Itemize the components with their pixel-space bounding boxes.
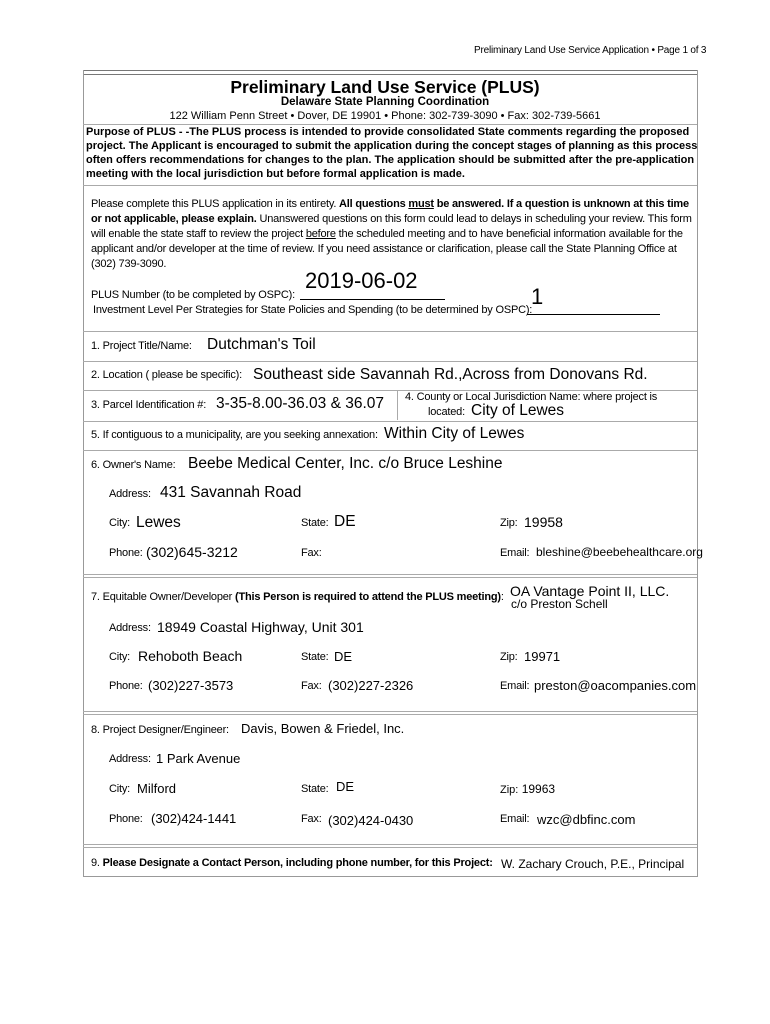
owner-address-label: Address: (109, 488, 151, 500)
owner-city-value[interactable]: Lewes (136, 514, 181, 531)
instr-text: Unanswered questions on this form could lead to delays in scheduling your review. This form (256, 213, 692, 225)
project-title-value[interactable]: Dutchman's Toil (207, 336, 316, 353)
q9-label (91, 857, 493, 869)
q7-label (91, 591, 504, 603)
developer-city-label: City: (109, 651, 131, 663)
investment-level-underline (527, 314, 660, 315)
engineer-email-label: Email: (500, 813, 530, 825)
owner-email-label: Email: (500, 547, 530, 559)
plus-number-label: PLUS Number (to be completed by OSPC): (91, 289, 295, 301)
plus-number-value[interactable]: 2019-06-02 (305, 268, 418, 293)
purpose-line-2: project. The Applicant is encouraged to submit the application during the concept stages of planning as this process (86, 140, 698, 152)
developer-email-label: Email: (500, 680, 530, 692)
q8-label: 8. Project Designer/Engineer: (91, 724, 229, 736)
divider (83, 577, 697, 578)
office-address: 122 William Penn Street • Dover, DE 19901 • Phone: 302-739-3090 • Fax: 302-739-5661 (169, 110, 601, 122)
divider (83, 331, 697, 332)
instr-bold: be answered. If a question is unknown at this time (433, 198, 689, 210)
instr-bold: All questions (339, 198, 409, 210)
owner-address-value[interactable]: 431 Savannah Road (160, 484, 302, 501)
contact-person-value[interactable]: W. Zachary Crouch, P.E., Principal (501, 857, 685, 871)
engineer-email-value[interactable]: wzc@dbfinc.com (537, 812, 636, 827)
engineer-zip-label: Zip: (500, 784, 519, 796)
divider (83, 847, 697, 848)
form-subtitle: Delaware State Planning Coordination (280, 96, 490, 108)
engineer-address-value[interactable]: 1 Park Avenue (156, 751, 241, 766)
developer-phone-value[interactable]: (302)227-3573 (148, 678, 234, 693)
owner-zip-value[interactable]: 19958 (524, 514, 563, 530)
owner-state-label: State: (301, 517, 329, 529)
page-header: Preliminary Land Use Service Application • Page 1 of 3 (474, 45, 707, 56)
q4-label-located: located: (428, 406, 465, 418)
owner-name-value[interactable]: Beebe Medical Center, Inc. c/o Bruce Leshine (188, 455, 503, 472)
investment-level-value[interactable]: 1 (531, 284, 544, 309)
instructions-line-3 (91, 228, 683, 240)
jurisdiction-value[interactable]: City of Lewes (471, 402, 565, 419)
instr-bold: or not applicable, please explain. (91, 213, 257, 225)
engineer-address-label: Address: (109, 753, 151, 765)
developer-phone-label: Phone: (109, 680, 143, 692)
form-title: Preliminary Land Use Service (PLUS) (230, 77, 540, 97)
owner-phone-label: Phone: (109, 547, 143, 559)
developer-fax-value[interactable]: (302)227-2326 (328, 678, 414, 693)
q7-label-colon: : (500, 591, 504, 603)
purpose-line-4: meeting with the local jurisdiction but before formal application is made. (86, 168, 465, 180)
q6-label: 6. Owner's Name: (91, 459, 176, 471)
q7-label-text: 7. Equitable Owner/Developer (91, 591, 236, 603)
engineer-name-value[interactable]: Davis, Bowen & Friedel, Inc. (241, 721, 405, 736)
instructions-line-2 (91, 213, 692, 225)
owner-phone-value[interactable]: (302)645-3212 (146, 544, 238, 560)
divider (83, 714, 697, 715)
owner-zip-label: Zip: (500, 517, 518, 529)
instr-text: Please complete this PLUS application in its entirety. (91, 198, 340, 210)
developer-state-label: State: (301, 651, 329, 663)
engineer-state-value[interactable]: DE (336, 779, 355, 794)
developer-zip-value[interactable]: 19971 (524, 649, 561, 664)
q7-label-bold: (This Person is required to attend the PLUS meeting) (235, 591, 501, 603)
q1-label: 1. Project Title/Name: (91, 340, 192, 352)
developer-fax-label: Fax: (301, 680, 322, 692)
q4-label: 4. County or Local Jurisdiction Name: where project is (405, 391, 658, 403)
engineer-phone-value[interactable]: (302)424-1441 (151, 811, 237, 826)
instructions-line-5: (302) 739-3090. (91, 258, 167, 270)
annexation-value[interactable]: Within City of Lewes (384, 425, 525, 442)
developer-address-label: Address: (109, 622, 151, 634)
engineer-fax-label: Fax: (301, 813, 322, 825)
engineer-zip-value[interactable]: 19963 (521, 782, 556, 796)
investment-level-label: Investment Level Per Strategies for State Policies and Spending (to be determined by OSPC): (93, 304, 533, 316)
purpose-line-1: Purpose of PLUS - -The PLUS process is intended to provide consolidated State comments regarding the proposed (86, 126, 690, 138)
developer-state-value[interactable]: DE (334, 649, 353, 664)
owner-state-value[interactable]: DE (334, 513, 356, 530)
parcel-id-value[interactable]: 3-35-8.00-36.03 & 36.07 (216, 395, 385, 412)
developer-city-value[interactable]: Rehoboth Beach (138, 648, 243, 664)
instructions-line-1 (91, 198, 689, 210)
divider (83, 361, 697, 362)
developer-address-value[interactable]: 18949 Coastal Highway, Unit 301 (157, 619, 364, 635)
developer-contact-value[interactable]: c/o Preston Schell (511, 597, 608, 611)
instr-text: the scheduled meeting and to have beneficial information available for the (335, 228, 683, 240)
engineer-zip (500, 782, 555, 796)
divider (83, 574, 697, 575)
divider (83, 844, 697, 845)
q9-label-text: Please Designate a Contact Person, including phone number, for this Project: (102, 857, 493, 869)
developer-zip-label: Zip: (500, 651, 518, 663)
instr-must: must (408, 198, 434, 210)
q3-q4-separator (397, 390, 398, 420)
engineer-fax-value[interactable]: (302)424-0430 (328, 813, 414, 828)
instr-text: will enable the state staff to review the project (91, 228, 306, 240)
developer-email-value[interactable]: preston@oacompanies.com (534, 678, 697, 693)
divider (83, 185, 697, 186)
divider (83, 450, 697, 451)
engineer-city-label: City: (109, 783, 131, 795)
owner-email-value[interactable]: bleshine@beebehealthcare.org (536, 545, 703, 559)
engineer-phone-label: Phone: (109, 813, 143, 825)
instr-before: before (305, 228, 336, 240)
purpose-line-3: often offers recommendations for changes to the plan. The application should be submitted after the pre-application (86, 154, 695, 166)
owner-fax-label: Fax: (301, 547, 322, 559)
plus-number-underline (300, 299, 445, 300)
divider (83, 711, 697, 712)
q3-label: 3. Parcel Identification #: (91, 399, 207, 411)
developer-name-value[interactable]: OA Vantage Point II, LLC. (510, 583, 670, 599)
location-value[interactable]: Southeast side Savannah Rd.,Across from Donovans Rd. (253, 366, 648, 383)
divider (83, 421, 697, 422)
divider (83, 124, 697, 125)
instructions-line-4: applicant and/or developer at the time of review. If you need assistance or clarification, please call the State Planning Office at (91, 243, 677, 255)
q5-label: 5. If contiguous to a municipality, are you seeking annexation: (91, 429, 378, 441)
engineer-state-label: State: (301, 783, 329, 795)
engineer-city-value[interactable]: Milford (137, 781, 177, 796)
q9-number: 9. (91, 857, 103, 869)
owner-city-label: City: (109, 517, 131, 529)
q2-label: 2. Location ( please be specific): (91, 369, 242, 381)
